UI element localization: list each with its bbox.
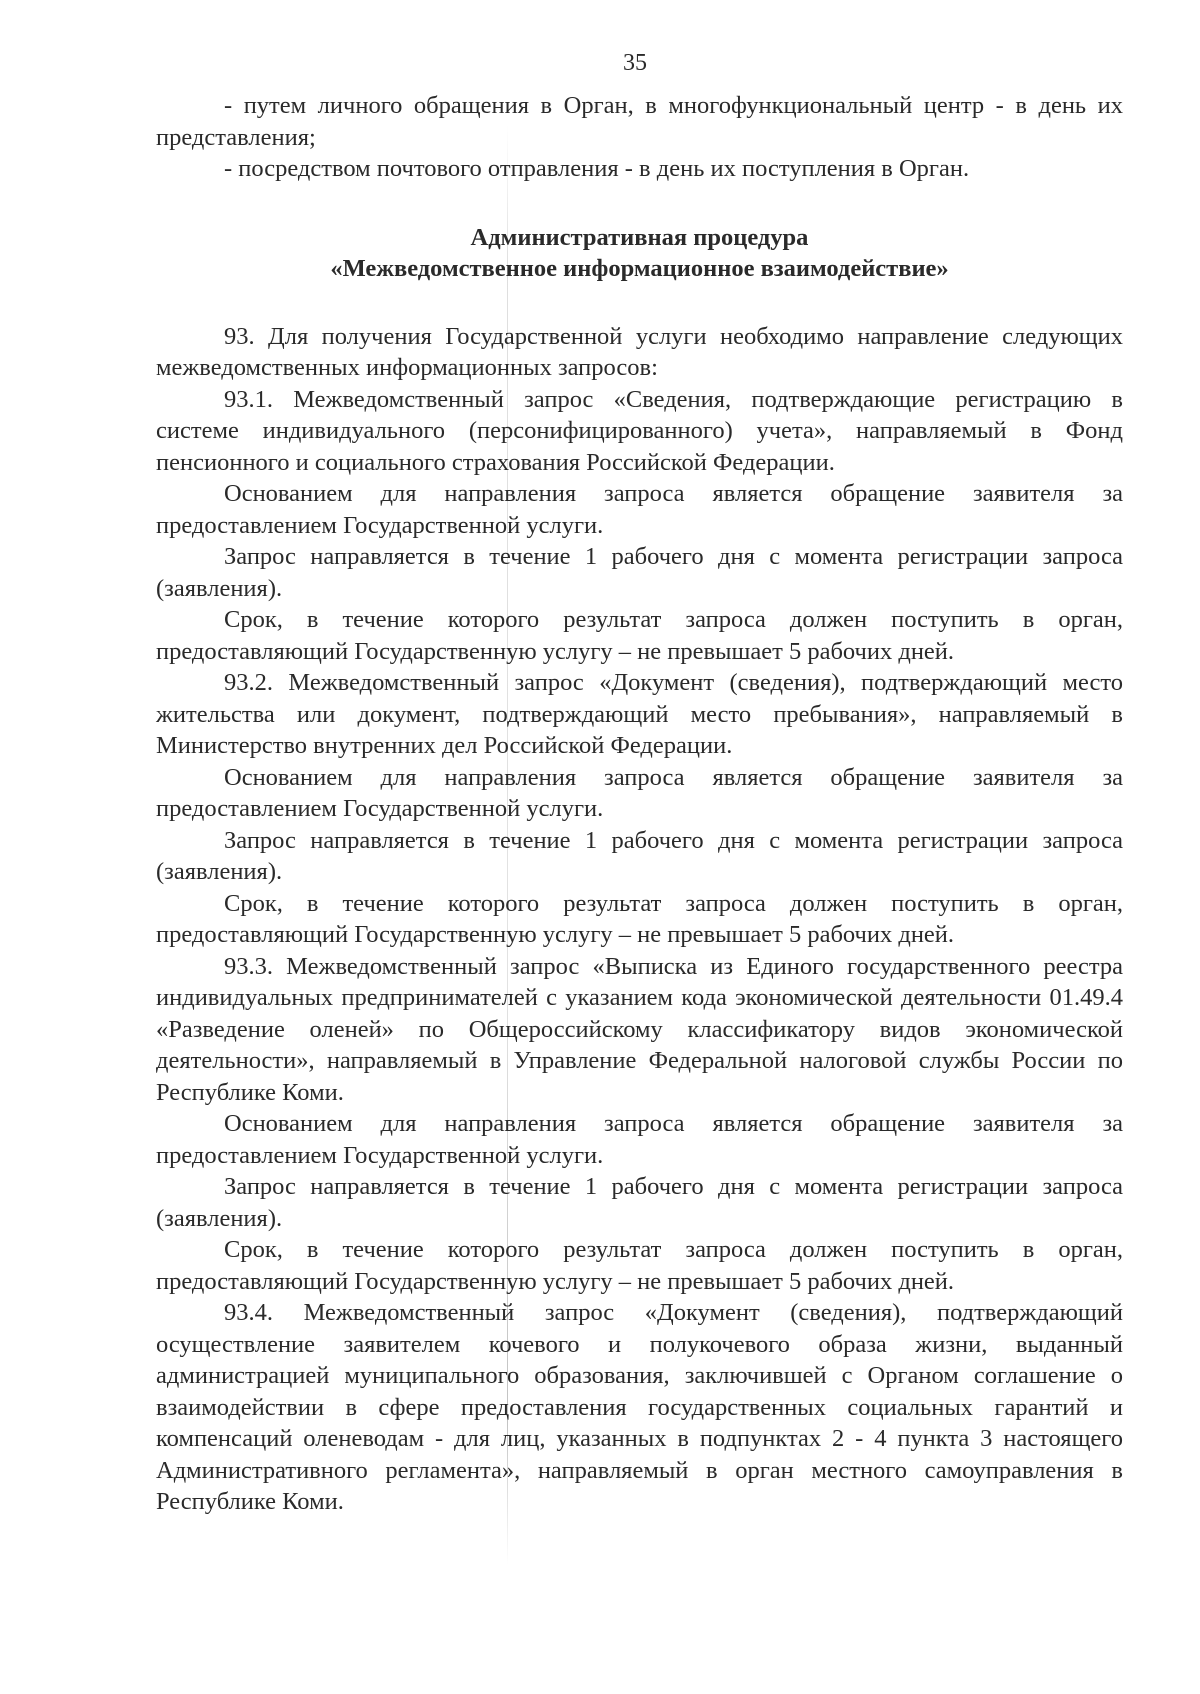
paragraph-93: 93. Для получения Государственной услуги необходимо направление следующих межведомственных информационных запросов:	[156, 322, 1123, 381]
paragraph-93-4: 93.4. Межведомственный запрос «Документ (сведения), подтверждающий осуществление заявителем кочевого и полукочевого образа жизни, выданный администрацией муниципального образования, заключившей с Органом соглашение о взаимодействии в сфере предоставления государственных социальных гарантий и компенсаций оленеводам - для лиц, указанных в подпунктах 2 - 4 пункта 3 настоящего Административного регламента», направляемый в орган местного самоуправления в Республике Коми.	[156, 1299, 1123, 1515]
paragraph-93-3-basis: Основанием для направления запроса является обращение заявителя за предоставлением Государственной услуги.	[156, 1110, 1123, 1169]
paragraph-93-3-timing: Запрос направляется в течение 1 рабочего дня с момента регистрации запроса (заявления).	[156, 1173, 1123, 1232]
page-number: 35	[623, 50, 647, 76]
section-heading-line1: Административная процедура	[470, 223, 809, 251]
paragraph-93-3-deadline: Срок, в течение которого результат запроса должен поступить в орган, предоставляющий Государственную услугу – не превышает 5 рабочих дней.	[156, 1236, 1123, 1295]
paragraph-93-2-deadline: Срок, в течение которого результат запроса должен поступить в орган, предоставляющий Государственную услугу – не превышает 5 рабочих дней.	[156, 889, 1123, 948]
paragraph-93-1-timing: Запрос направляется в течение 1 рабочего дня с момента регистрации запроса (заявления).	[156, 543, 1123, 602]
document-body	[156, 90, 1123, 1518]
intro-item-postal: - посредством почтового отправления - в день их поступления в Орган.	[224, 155, 970, 182]
paragraph-93-1-basis: Основанием для направления запроса является обращение заявителя за предоставлением Государственной услуги.	[156, 480, 1123, 539]
paragraph-93-3: 93.3. Межведомственный запрос «Выписка из Единого государственного реестра индивидуальных предпринимателей с указанием кода экономической деятельности 01.49.4 «Разведение оленей» по Общероссийскому классификатору видов экономической деятельности», направляемый в Управление Федеральной налоговой службы России по Республике Коми.	[156, 952, 1123, 1106]
intro-item-personal: - путем личного обращения в Орган, в многофункциональный центр - в день их представления;	[156, 92, 1123, 151]
paragraph-93-1: 93.1. Межведомственный запрос «Сведения, подтверждающие регистрацию в системе индивидуального (персонифицированного) учета», направляемый в Фонд пенсионного и социального страхования Российской Федерации.	[156, 385, 1123, 476]
paragraph-93-2-timing: Запрос направляется в течение 1 рабочего дня с момента регистрации запроса (заявления).	[156, 826, 1123, 885]
paragraph-93-2: 93.2. Межведомственный запрос «Документ (сведения), подтверждающий место жительства или документ, подтверждающий место пребывания», направляемый в Министерство внутренних дел Российской Федерации.	[156, 669, 1123, 759]
paragraph-93-2-basis: Основанием для направления запроса является обращение заявителя за предоставлением Государственной услуги.	[156, 763, 1123, 822]
paragraph-93-1-deadline: Срок, в течение которого результат запроса должен поступить в орган, предоставляющий Государственную услугу – не превышает 5 рабочих дней.	[156, 606, 1123, 665]
section-heading	[156, 222, 1123, 285]
section-heading-line2: «Межведомственное информационное взаимодействие»	[330, 255, 949, 282]
